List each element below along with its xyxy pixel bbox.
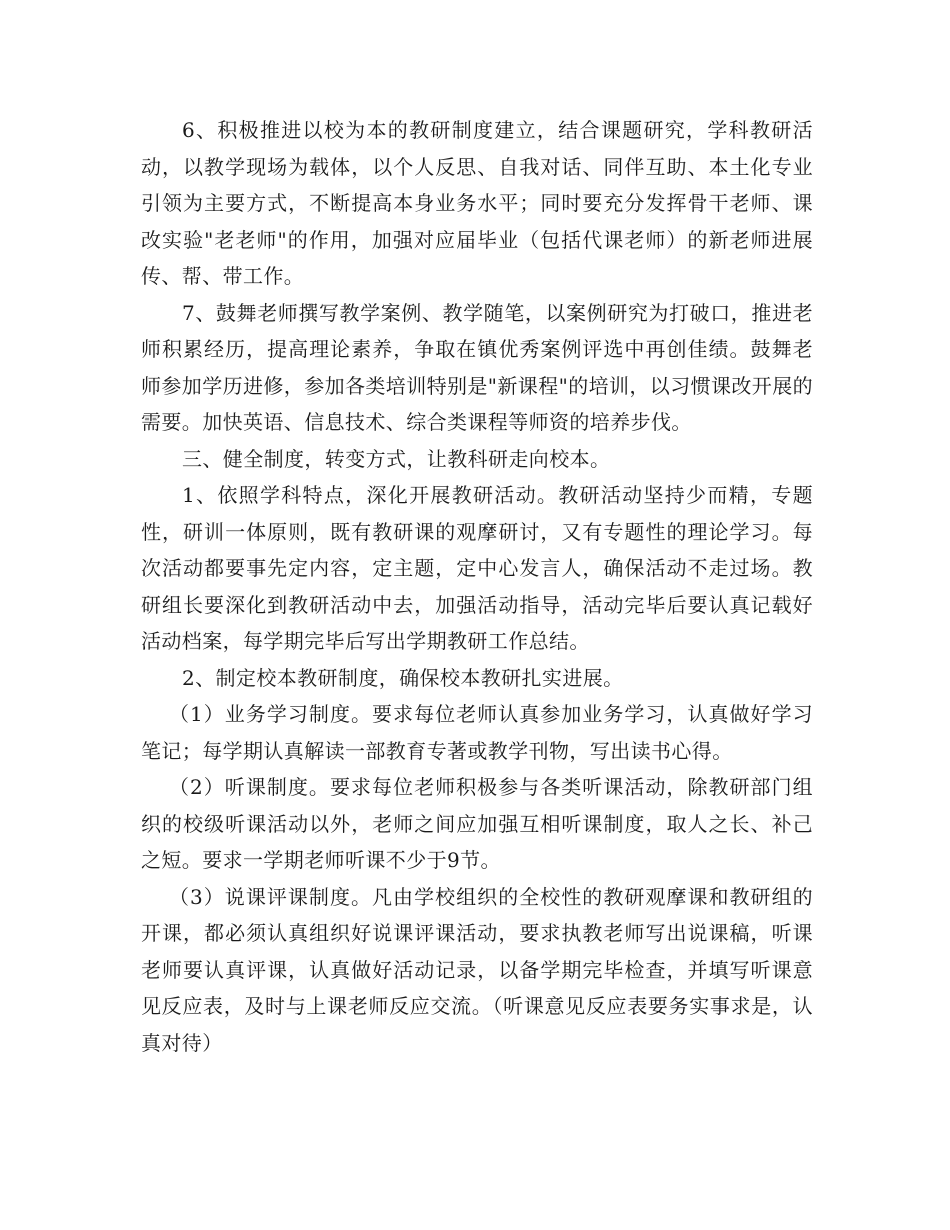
- paragraph-item-1: 1、依照学科特点，深化开展教研活动。教研活动坚持少而精，专题性，研训一体原则，既有教研课的观摩研讨，又有专题性的理论学习。每次活动都要事先定内容，定主题，定中心发言人，确保活动不走过场。教研组长要深化到教研活动中去，加强活动指导，活动完毕后要认真记载好活动档案，每学期完毕后写出学期教研工作总结。: [141, 483, 813, 653]
- paragraph-item-6: 6、积极推进以校为本的教研制度建立，结合课题研究，学科教研活动，以教学现场为载体，以个人反思、自我对话、同伴互助、本土化专业引领为主要方式，不断提高本身业务水平；同时要充分发挥骨干老师、课改实验"老老师"的作用，加强对应届毕业（包括代课老师）的新老师进展传、帮、带工作。: [141, 118, 813, 288]
- document-body: [141, 112, 813, 1061]
- paragraph-sub-item-2: （2）听课制度。要求每位老师积极参与各类听课活动，除教研部门组织的校级听课活动以外，老师之间应加强互相听课制度，取人之长、补己之短。要求一学期老师听课不少于9节。: [141, 775, 813, 872]
- paragraph-sub-item-3: （3）说课评课制度。凡由学校组织的全校性的教研观摩课和教研组的开课，都必须认真组织好说课评课活动，要求执教老师写出说课稿，听课老师要认真评课，认真做好活动记录，以备学期完毕检查，并填写听课意见反应表，及时与上课老师反应交流。（听课意见反应表要务实事求是，认真对待）: [141, 884, 813, 1055]
- section-heading-3: 三、健全制度，转变方式，让教科研走向校本。: [182, 446, 611, 471]
- paragraph-item-7: 7、鼓舞老师撰写教学案例、教学随笔，以案例研究为打破口，推进老师积累经历，提高理论素养，争取在镇优秀案例评选中再创佳绩。鼓舞老师参加学历进修，参加各类培训特别是"新课程"的培训，以习惯课改开展的需要。加快英语、信息技术、综合类课程等师资的培养步伐。: [141, 300, 813, 434]
- paragraph-item-2: 2、制定校本教研制度，确保校本教研扎实进展。: [182, 665, 624, 690]
- paragraph-sub-item-1: （1）业务学习制度。要求每位老师认真参加业务学习，认真做好学习笔记；每学期认真解读一部教育专著或教学刊物，写出读书心得。: [141, 702, 813, 763]
